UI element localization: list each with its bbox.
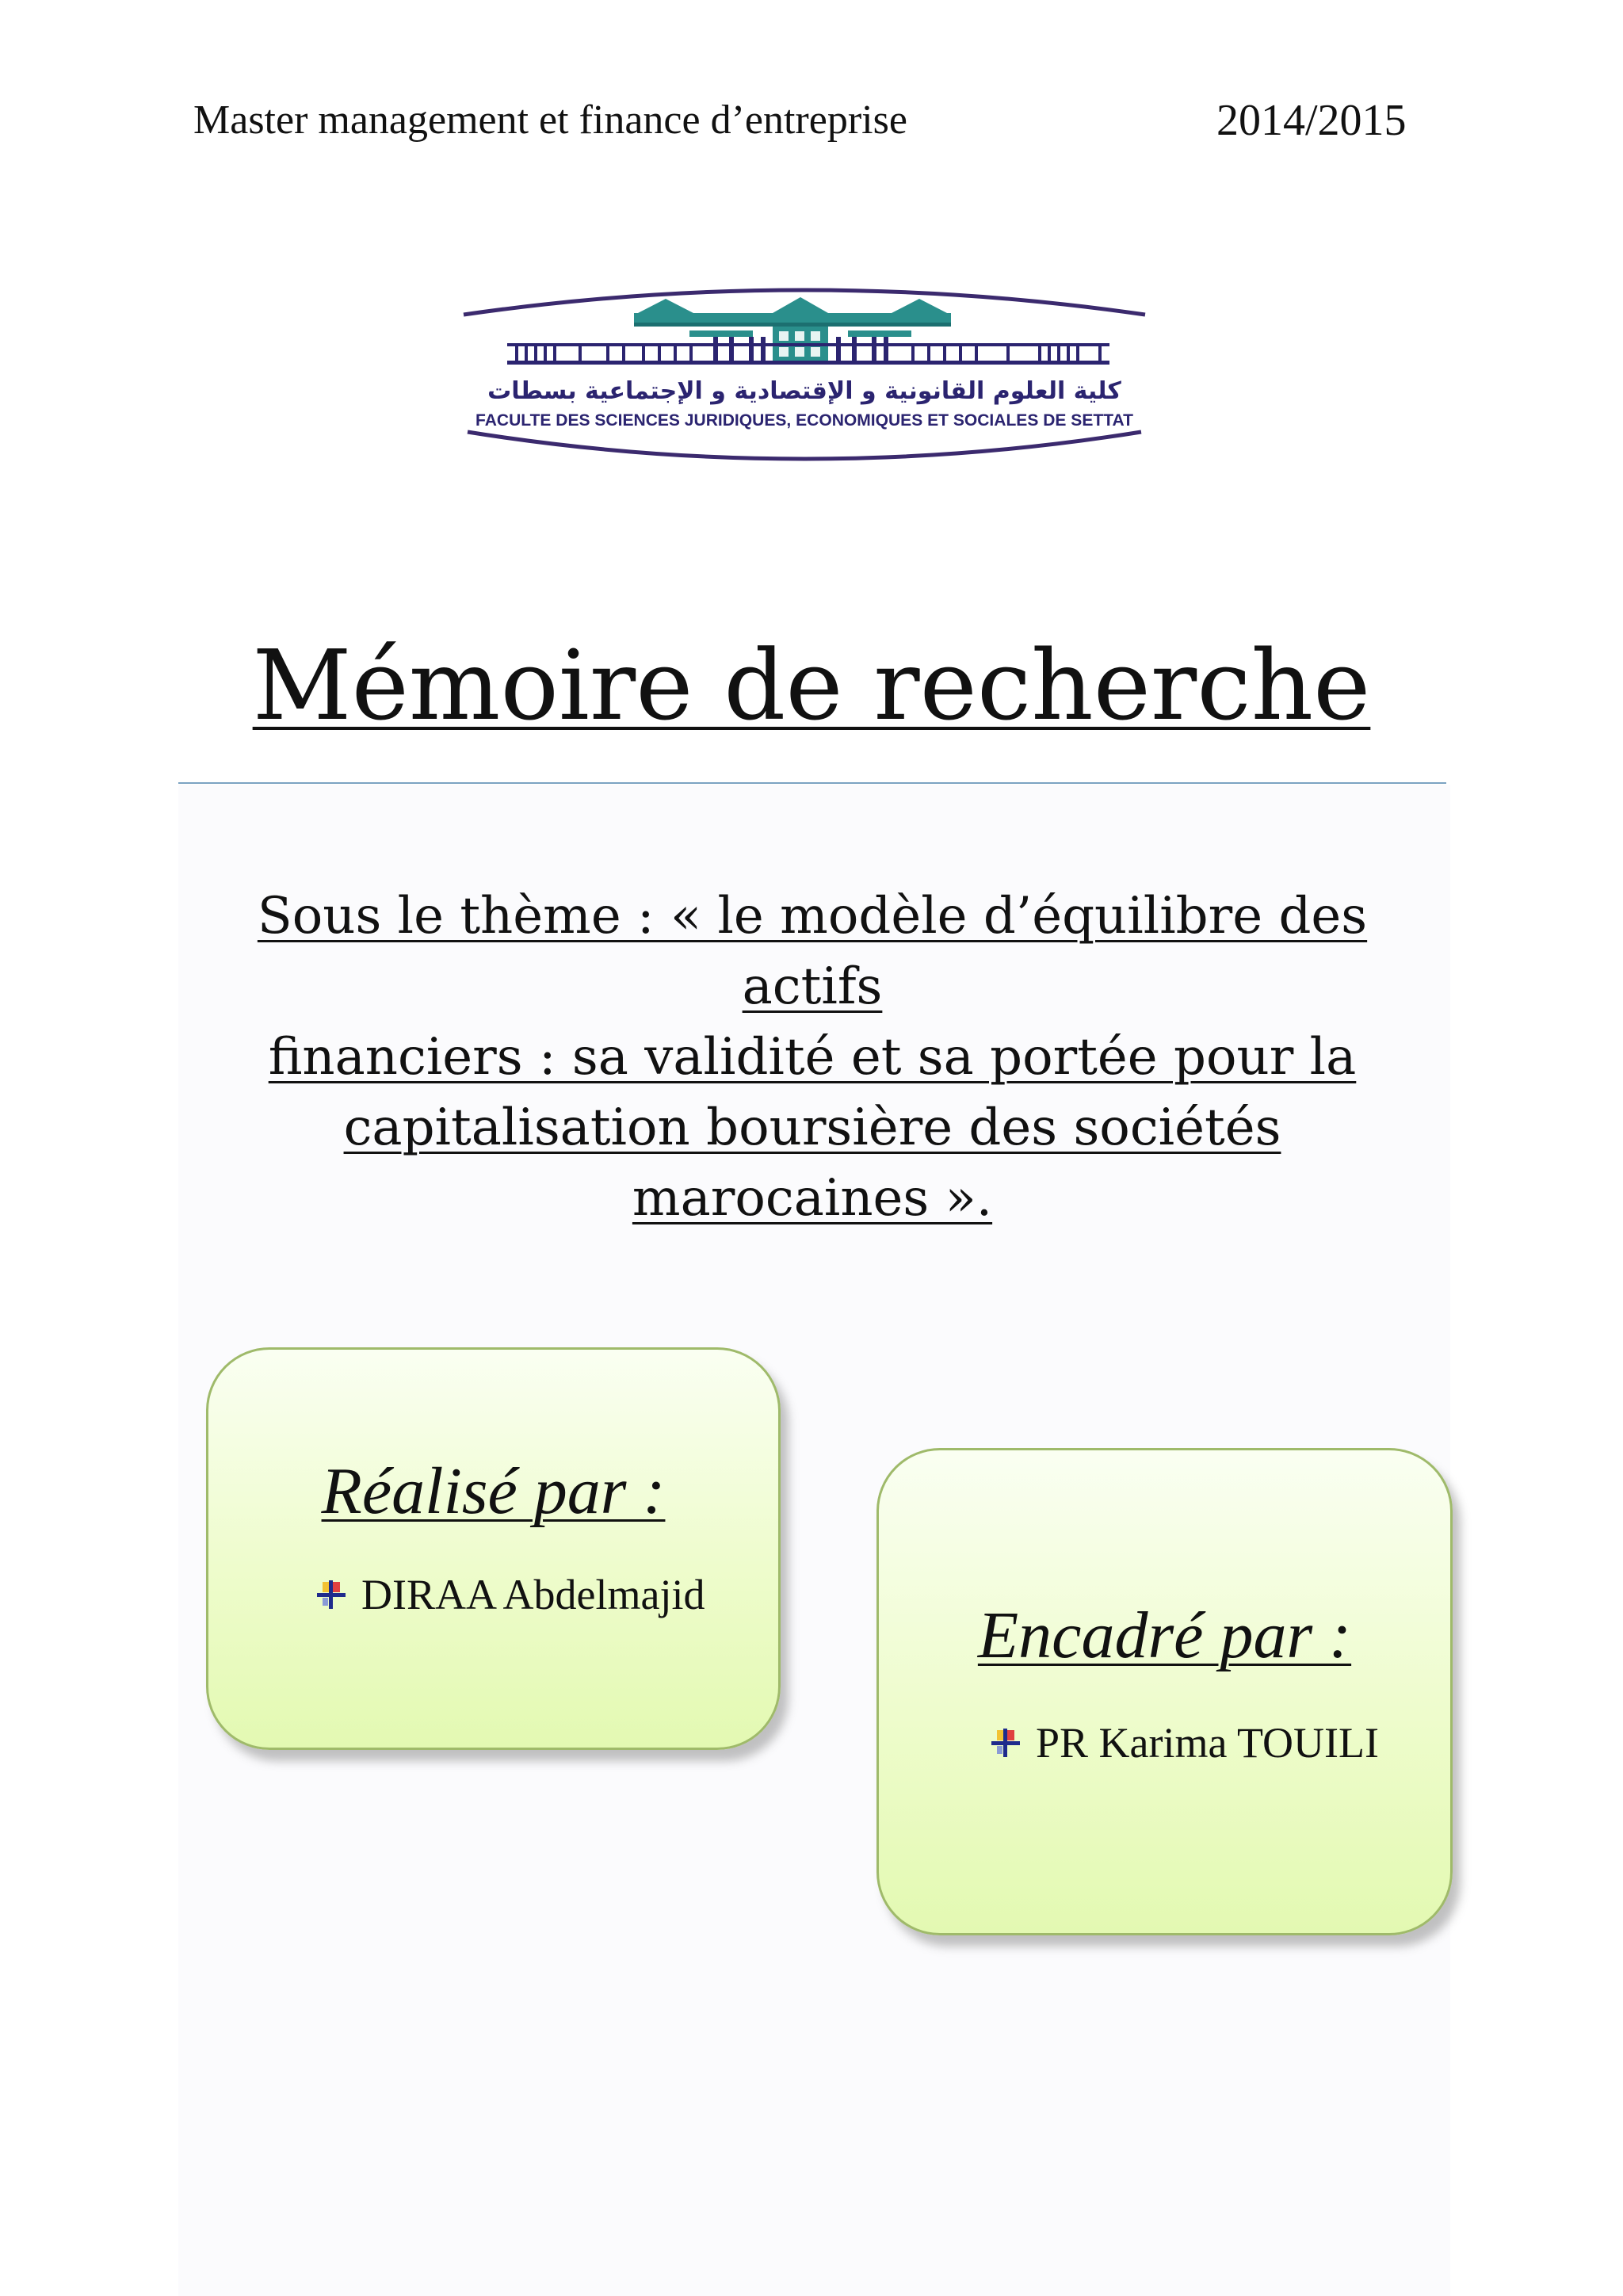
author-entry <box>315 1570 705 1619</box>
program-name: Master management et finance d’entreprise <box>193 97 907 143</box>
author-name: DIRAA Abdelmajid <box>361 1571 705 1618</box>
theme-block <box>182 881 1442 1234</box>
logo-french-text: FACULTE DES SCIENCES JURIDIQUES, ECONOMIQUES ET SOCIALES DE SETTAT <box>475 411 1134 430</box>
supervisor-name: PR Karima TOUILI <box>1036 1719 1379 1767</box>
academic-year: 2014/2015 <box>1216 96 1407 145</box>
theme-line: capitalisation boursière des sociétés <box>343 1098 1281 1157</box>
supervisor-box <box>876 1448 1453 1935</box>
supervisor-heading: Encadré par : <box>977 1599 1352 1672</box>
theme-line: Sous le thème : « le modèle d’équilibre des actifs <box>257 887 1368 1016</box>
theme-line: marocaines ». <box>632 1169 993 1228</box>
author-box <box>206 1347 781 1750</box>
author-heading: Réalisé par : <box>321 1454 666 1528</box>
faculty-logo <box>452 281 1157 476</box>
cross-bullet-icon <box>990 1727 1022 1759</box>
cross-bullet-icon <box>315 1579 347 1610</box>
supervisor-entry <box>990 1718 1379 1767</box>
theme-line: financiers : sa validité et sa portée pour la <box>268 1028 1357 1087</box>
logo-arabic-text: كلية العلوم القانونية و الإقتصادية و الإجتماعية بسطات <box>487 377 1121 405</box>
title-separator <box>178 782 1446 784</box>
document-title: Mémoire de recherche <box>252 629 1371 742</box>
